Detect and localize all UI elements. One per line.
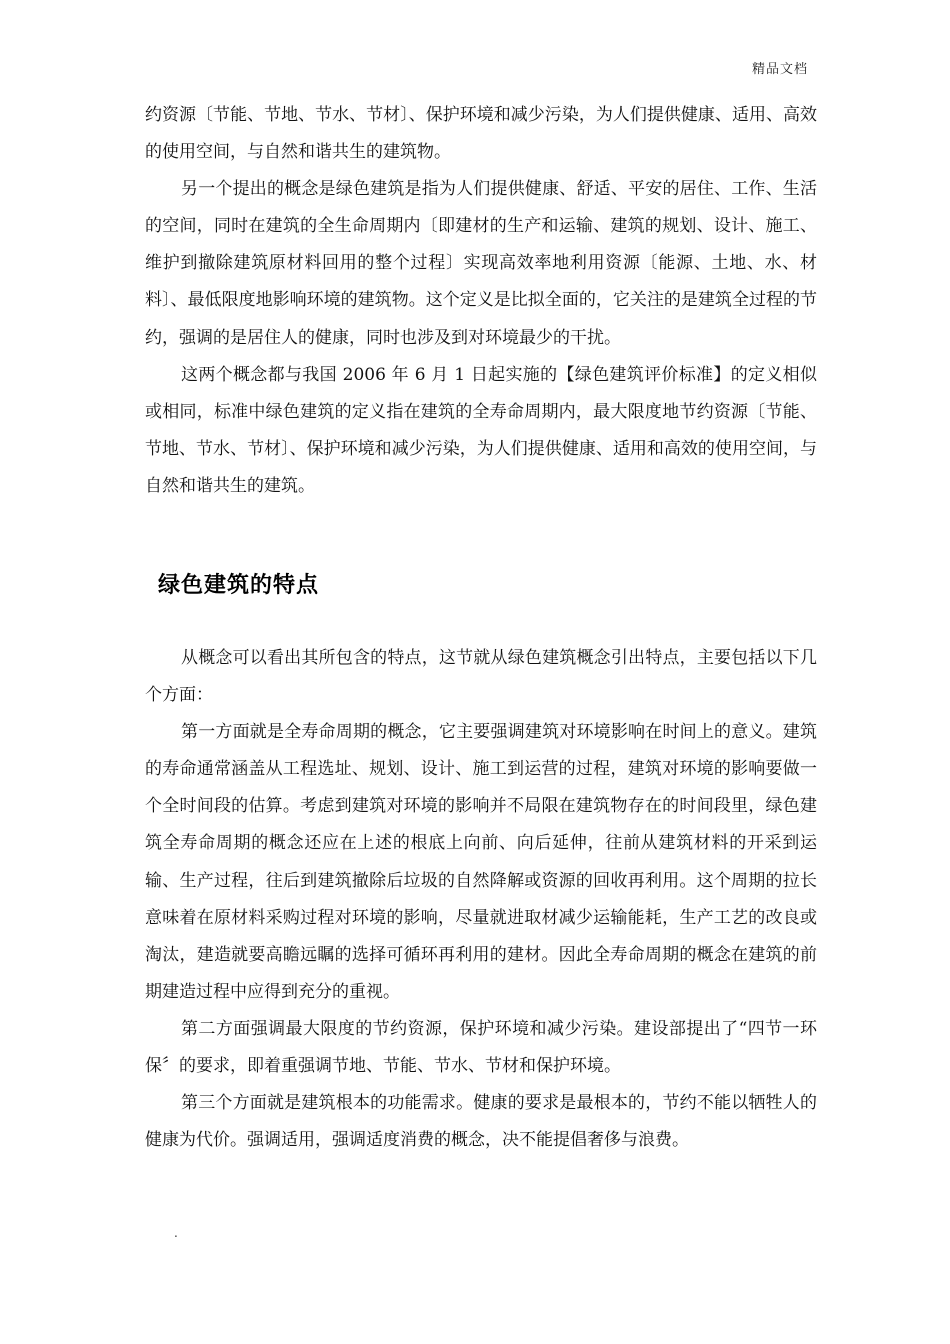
paragraph: 第一方面就是全寿命周期的概念，它主要强调建筑对环境影响在时间上的意义。建筑的寿命通常涵盖从工程选址、规划、设计、施工到运营的过程，建筑对环境的影响要做一个全时间段的估算。考虑到建筑对环境的影响并不局限在建筑物存在的时间段里，绿色建筑全寿命周期的概念还应在上述的根底上向前、向后延伸，往前从建筑材料的开采到运输、生产过程，往后到建筑撤除后垃圾的自然降解或资源的回收再利用。这个周期的拉长意味着在原材料采购过程对环境的影响，尽量就进取材减少运输能耗，生产工艺的改良或淘汰，建造就要高瞻远瞩的选择可循环再利用的建材。因此全寿命周期的概念在建筑的前期建造过程中应得到充分的重视。 [145,722,817,1002]
intro-text-block [145,97,817,505]
footer-mark: . [174,1226,178,1240]
page-header-label: 精品文档 [751,62,808,77]
paragraph: 约资源〔节能、节地、节水、节材〕、保护环境和减少污染，为人们提供健康、适用、高效的使用空间，与自然和谐共生的建筑物。 [145,105,817,163]
paragraph: 另一个提出的概念是绿色建筑是指为人们提供健康、舒适、平安的居住、工作、生活的空间，同时在建筑的全生命周期内〔即建材的生产和运输、建筑的规划、设计、施工、维护到撤除建筑原材料回用的整个过程〕实现高效率地利用资源〔能源、土地、水、材料〕、最低限度地影响环境的建筑物。这个定义是比拟全面的，它关注的是建筑全过程的节约，强调的是居住人的健康，同时也涉及到对环境最少的干扰。 [145,179,817,348]
section-heading: 绿色建筑的特点 [158,573,320,598]
paragraph: 第二方面强调最大限度的节约资源，保护环境和减少污染。建设部提出了“四节一环保〞的要求，即着重强调节地、节能、节水、节材和保护环境。 [145,1018,817,1077]
paragraph: 从概念可以看出其所包含的特点，这节就从绿色建筑概念引出特点，主要包括以下几个方面： [145,648,817,706]
section-text-block [145,640,817,1159]
paragraph: 这两个概念都与我国 2006 年 6 月 1 日起实施的【绿色建筑评价标准】的定义相似或相同，标准中绿色建筑的定义指在建筑的全寿命周期内，最大限度地节约资源〔节能、节地、节水、节材〕、保护环境和减少污染，为人们提供健康、适用和高效的使用空间，与自然和谐共生的建筑。 [145,364,817,496]
paragraph: 第三个方面就是建筑根本的功能需求。健康的要求是最根本的，节约不能以牺牲人的健康为代价。强调适用，强调适度消费的概念，决不能提倡奢侈与浪费。 [145,1093,817,1151]
